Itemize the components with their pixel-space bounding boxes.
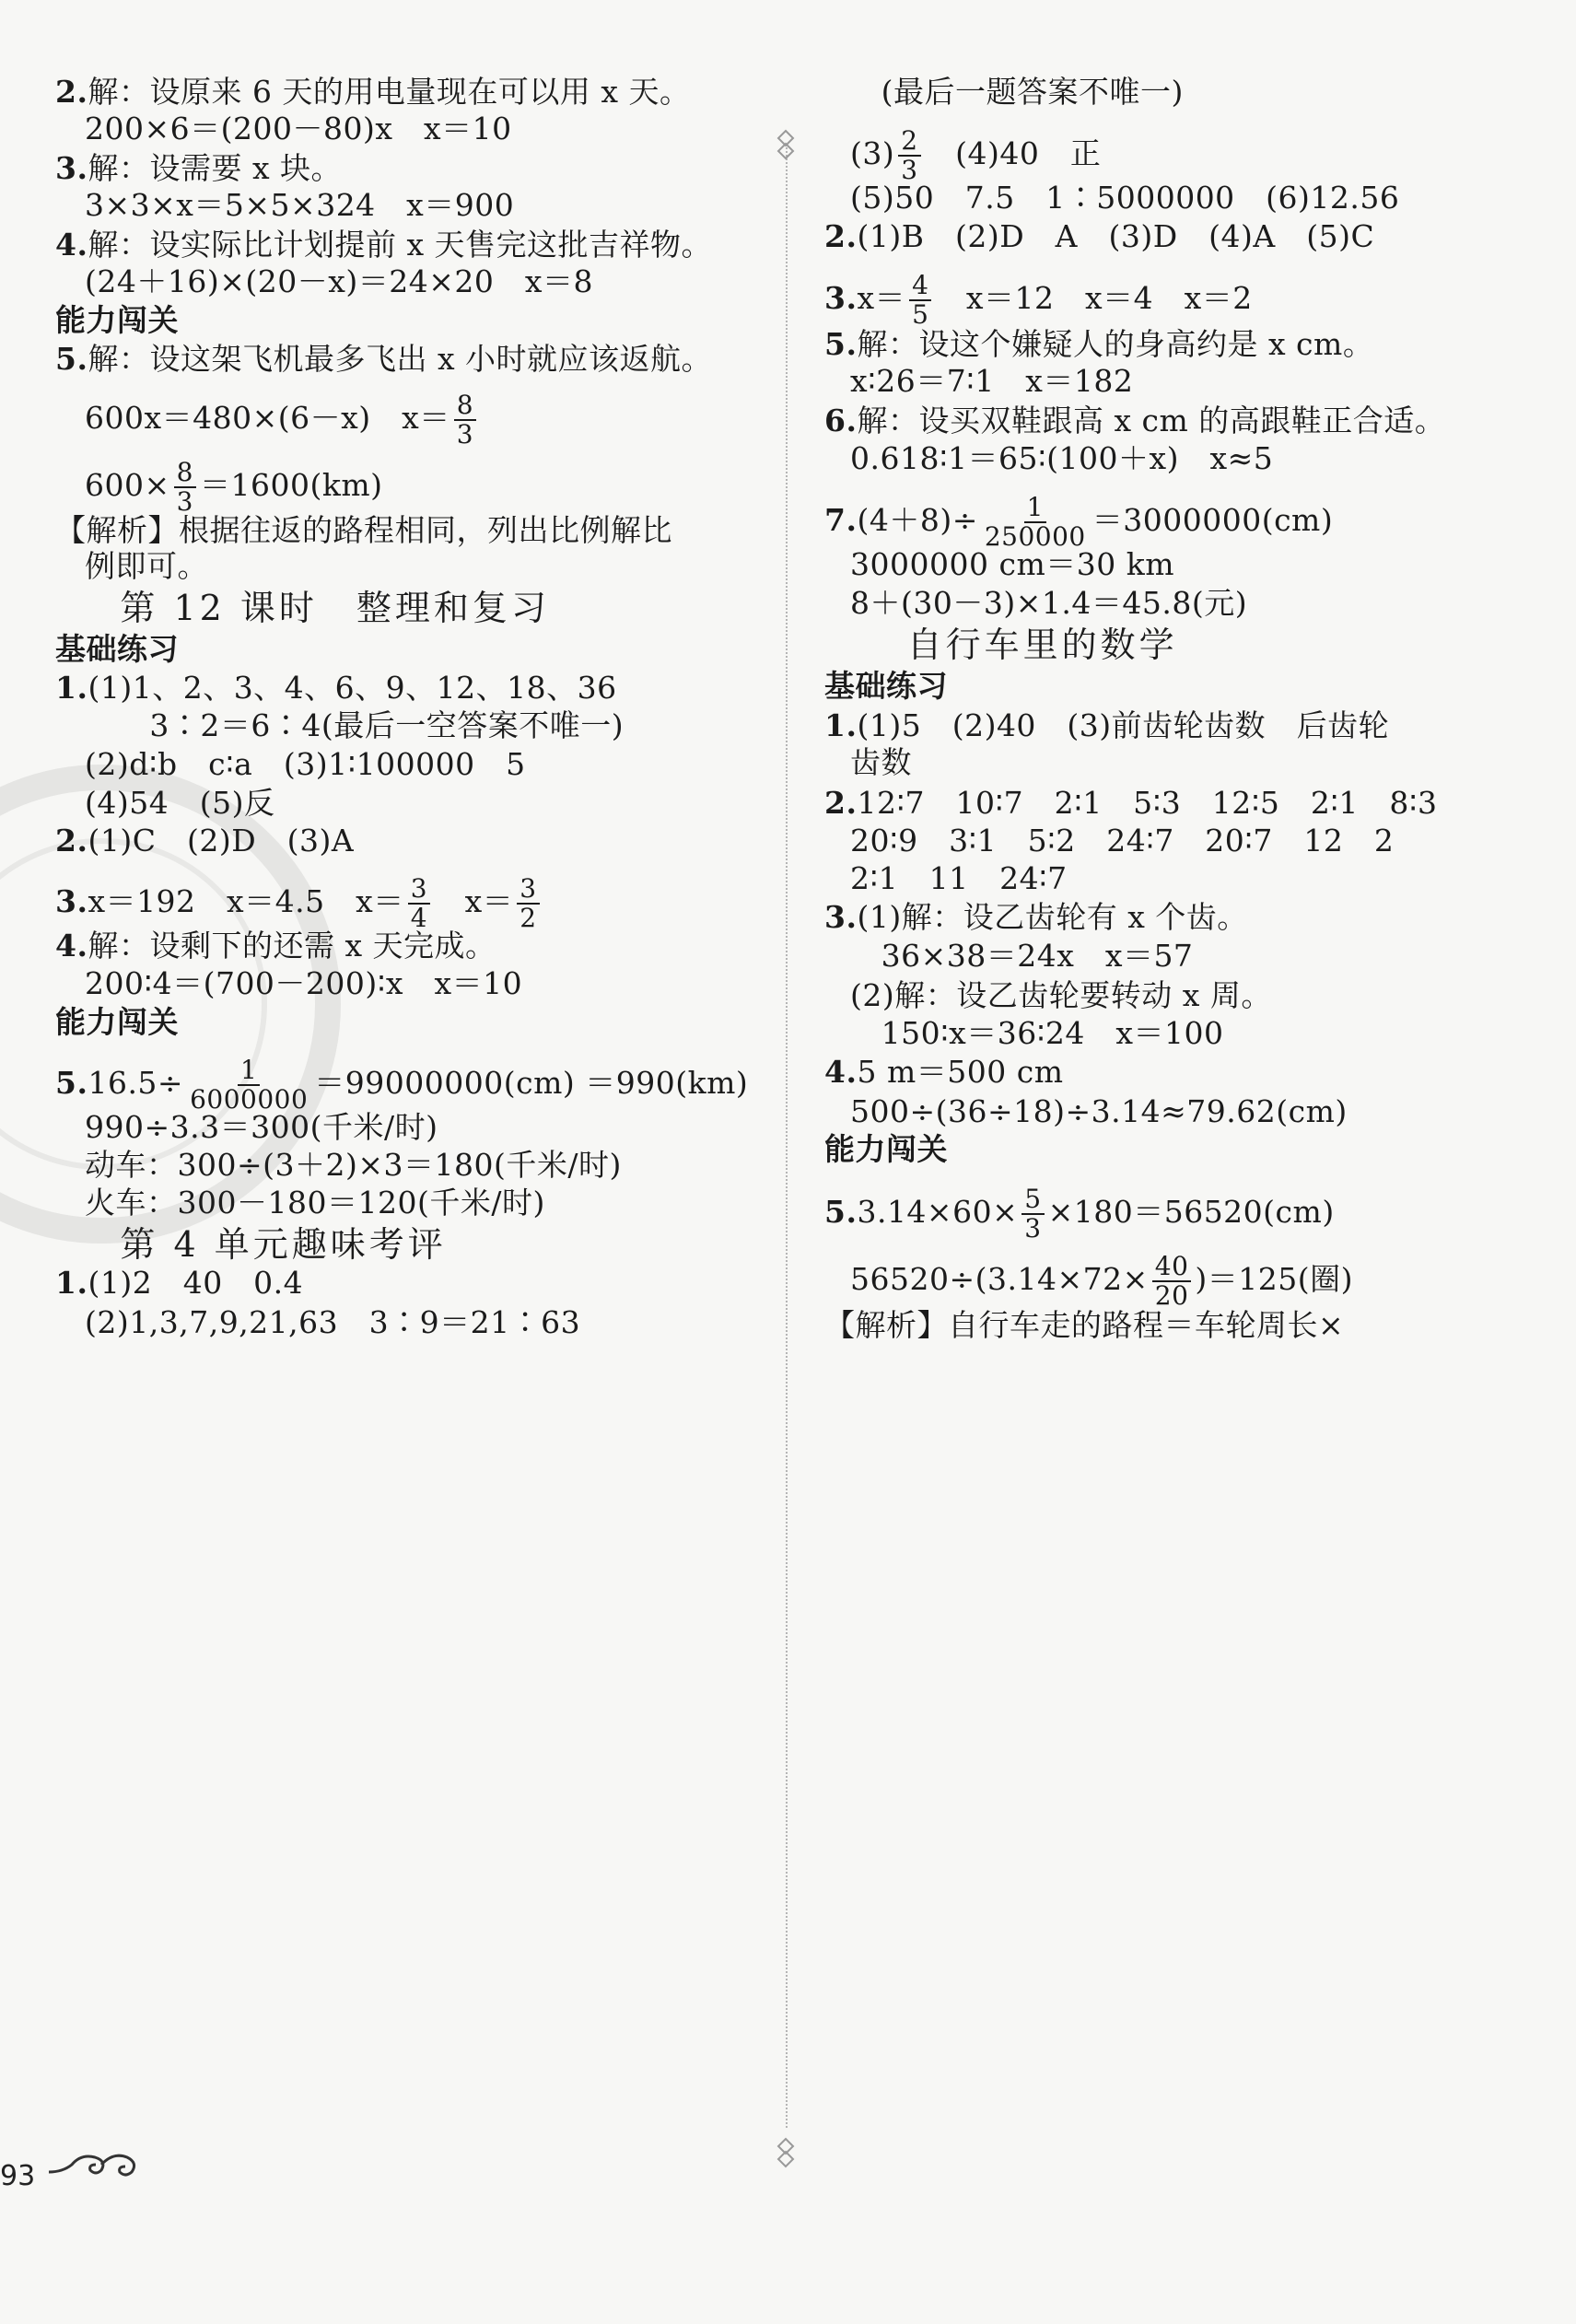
answer-item: 4.解：设实际比计划提前 x 天售完这批吉祥物。 — [55, 227, 713, 263]
item-number: 3. — [55, 150, 88, 186]
answer-line: (2)1,3,7,9,21,63 3∶9＝21∶63 — [85, 1304, 581, 1340]
answer-line: (2)解：设乙齿轮要转动 x 周。 — [850, 977, 1272, 1013]
answer-item: 5.16.5÷ $\frac{1}{6000000}$ ＝99000000(cm) ＝990(km) — [55, 1055, 749, 1115]
fraction-numerator: 40 — [1152, 1253, 1192, 1282]
item-number: 7. — [824, 502, 858, 538]
answer-line: (24＋16)×(20－x)＝24×20 x＝8 — [85, 263, 593, 299]
answer-item: 3.解：设需要 x 块。 — [55, 150, 343, 186]
section-heading: 基础练习 — [55, 631, 179, 667]
fraction — [187, 1057, 310, 1114]
answer-line: 600× $\frac{8}{3}$ ＝1600(km) — [85, 457, 383, 517]
section-heading: 能力闯关 — [55, 302, 179, 338]
section-heading: 能力闯关 — [55, 1004, 179, 1040]
answer-line: 36×38＝24x x＝57 — [881, 938, 1194, 974]
fraction — [517, 875, 539, 932]
answer-item: 4.解：设剩下的还需 x 天完成。 — [55, 928, 496, 963]
answer-line: 【解析】根据往返的路程相同，列出比例解比 — [55, 512, 672, 548]
fraction-denominator: 20 — [1154, 1280, 1189, 1311]
divider-ornament-top-icon — [776, 129, 796, 160]
fraction-numerator: 3 — [517, 875, 539, 905]
fraction-numerator: 8 — [174, 459, 196, 488]
section-heading: 基础练习 — [824, 668, 948, 704]
item-number: 1. — [55, 1265, 88, 1301]
answer-item: 2.(1)B (2)D A (3)D (4)A (5)C — [824, 218, 1375, 254]
answer-item: 4.5 m＝500 cm — [824, 1054, 1064, 1090]
answer-item: 1.(1)1、2、3、4、6、9、12、18、36 — [55, 670, 617, 706]
fraction-denominator: 4 — [410, 903, 428, 933]
item-number: 1. — [55, 670, 88, 706]
item-number: 4. — [824, 1054, 858, 1090]
answer-line: 600x＝480×(6－x) x＝ $\frac{8}{3}$ — [85, 391, 480, 449]
answer-line: 56520÷(3.14×72× $\frac{40}{20}$ )＝125(圈) — [850, 1251, 1354, 1311]
fraction-denominator: 5 — [912, 299, 929, 330]
answer-line: 200∶4＝(700－200)∶x x＝10 — [85, 965, 523, 1001]
item-number: 3. — [824, 899, 858, 935]
answer-line: 200×6＝(200－80)x x＝10 — [85, 111, 512, 146]
divider-ornament-bottom-icon — [776, 2137, 796, 2168]
answer-item: 2.12∶7 10∶7 2∶1 5∶3 12∶5 2∶1 8∶3 — [824, 785, 1438, 821]
fraction — [174, 459, 196, 516]
fraction-denominator: 3 — [1024, 1213, 1042, 1244]
item-number: 3. — [55, 883, 88, 919]
answer-item: 6.解：设买双鞋跟高 x cm 的高跟鞋正合适。 — [824, 403, 1446, 438]
answer-item: 1.(1)5 (2)40 (3)前齿轮齿数 后齿轮 — [824, 707, 1390, 743]
answer-line: (最后一题答案不唯一) — [881, 74, 1184, 110]
item-number: 5. — [55, 1065, 88, 1101]
answer-line: 【解析】自行车走的路程＝车轮周长× — [824, 1307, 1345, 1343]
fraction-denominator: 250000 — [984, 521, 1086, 552]
fraction-denominator: 3 — [901, 155, 918, 185]
cloud-ornament-icon — [44, 2144, 146, 2181]
answer-line: 150∶x＝36∶24 x＝100 — [881, 1015, 1224, 1051]
answer-line: (3) $\frac{2}{3}$ (4)40 正 — [850, 125, 1102, 185]
fraction-denominator: 3 — [176, 486, 193, 517]
fraction-numerator: 1 — [238, 1057, 260, 1086]
answer-item: 1.(1)2 40 0.4 — [55, 1265, 304, 1301]
item-number: 3. — [824, 280, 858, 316]
item-number: 5. — [55, 341, 88, 377]
item-number: 2. — [824, 218, 858, 254]
answer-item: 3.x＝ $\frac{4}{5}$ x＝12 x＝4 x＝2 — [824, 270, 1253, 330]
fraction-numerator: 5 — [1021, 1185, 1044, 1215]
section-heading: 能力闯关 — [824, 1131, 948, 1167]
item-number: 6. — [824, 403, 858, 438]
answer-item: 7.(4＋8)÷ $\frac{1}{250000}$ ＝3000000(cm) — [824, 492, 1334, 552]
answer-item: 3.(1)解：设乙齿轮有 x 个齿。 — [824, 899, 1248, 935]
fraction — [1152, 1253, 1192, 1310]
answer-item: 5.3.14×60× $\frac{5}{3}$ ×180＝56520(cm) — [824, 1184, 1335, 1244]
answer-line: 20∶9 3∶1 5∶2 24∶7 20∶7 12 2 — [850, 823, 1395, 858]
answer-item: 2.解：设原来 6 天的用电量现在可以用 x 天。 — [55, 74, 691, 110]
item-number: 4. — [55, 928, 88, 963]
item-number: 1. — [824, 707, 858, 743]
fraction-numerator: 3 — [408, 875, 430, 905]
item-number: 5. — [824, 326, 858, 362]
fraction — [1021, 1185, 1044, 1243]
lesson-title: 第 12 课时 整理和复习 — [120, 588, 550, 628]
answer-line: 2∶1 11 24∶7 — [850, 860, 1068, 896]
answer-line: 动车：300÷(3＋2)×3＝180(千米/时) — [85, 1147, 622, 1183]
item-number: 5. — [824, 1194, 858, 1230]
fraction-denominator: 6000000 — [190, 1084, 309, 1115]
item-number: 4. — [55, 227, 88, 263]
answer-line: 3×3×x＝5×5×324 x＝900 — [85, 187, 515, 223]
fraction — [454, 391, 476, 449]
answer-line: 齿数 — [850, 744, 912, 780]
answer-item: 3.x＝192 x＝4.5 x＝ $\frac{3}{4}$ x＝ $\frac{3}{2}$ — [55, 875, 543, 932]
answer-item: 5.解：设这架飞机最多飞出 x 小时就应该返航。 — [55, 341, 713, 377]
fraction-denominator: 2 — [519, 903, 537, 933]
item-number: 2. — [55, 823, 88, 858]
answer-line: 例即可。 — [85, 548, 208, 584]
fraction — [982, 494, 1089, 551]
lesson-title: 自行车里的数学 — [906, 625, 1178, 665]
fraction-numerator: 1 — [1024, 494, 1046, 523]
answer-line: (2)d∶b c∶a (3)1∶100000 5 — [85, 746, 526, 782]
item-number: 2. — [55, 74, 88, 110]
answer-line: 3∶2＝6∶4(最后一空答案不唯一) — [149, 707, 625, 743]
fraction-denominator: 3 — [456, 419, 474, 450]
fraction-numerator: 4 — [909, 272, 931, 301]
answer-line: 3000000 cm＝30 km — [850, 546, 1175, 582]
answer-item: 5.解：设这个嫌疑人的身高约是 x cm。 — [824, 326, 1374, 362]
answer-line: 990÷3.3＝300(千米/时) — [85, 1109, 438, 1145]
fraction-numerator: 8 — [454, 391, 476, 421]
lesson-title: 第 4 单元趣味考评 — [120, 1224, 447, 1265]
answer-item: 2.(1)C (2)D (3)A — [55, 823, 355, 858]
item-number: 2. — [824, 785, 858, 821]
answer-line: 火车：300－180＝120(千米/时) — [85, 1185, 545, 1220]
answer-line: x∶26＝7∶1 x＝182 — [850, 363, 1134, 399]
fraction — [898, 127, 920, 184]
answer-line: 0.618∶1＝65∶(100＋x) x≈5 — [850, 440, 1274, 476]
fraction — [909, 272, 931, 329]
answer-line: (5)50 7.5 1∶5000000 (6)12.56 — [850, 180, 1400, 216]
column-divider — [786, 147, 788, 2128]
answer-line: 500÷(36÷18)÷3.14≈79.62(cm) — [850, 1093, 1348, 1129]
answer-line: 8＋(30－3)×1.4＝45.8(元) — [850, 585, 1248, 621]
fraction — [408, 875, 430, 932]
answer-line: (4)54 (5)反 — [85, 785, 275, 821]
fraction-numerator: 2 — [898, 127, 920, 157]
page-number: 93 — [0, 2160, 36, 2192]
